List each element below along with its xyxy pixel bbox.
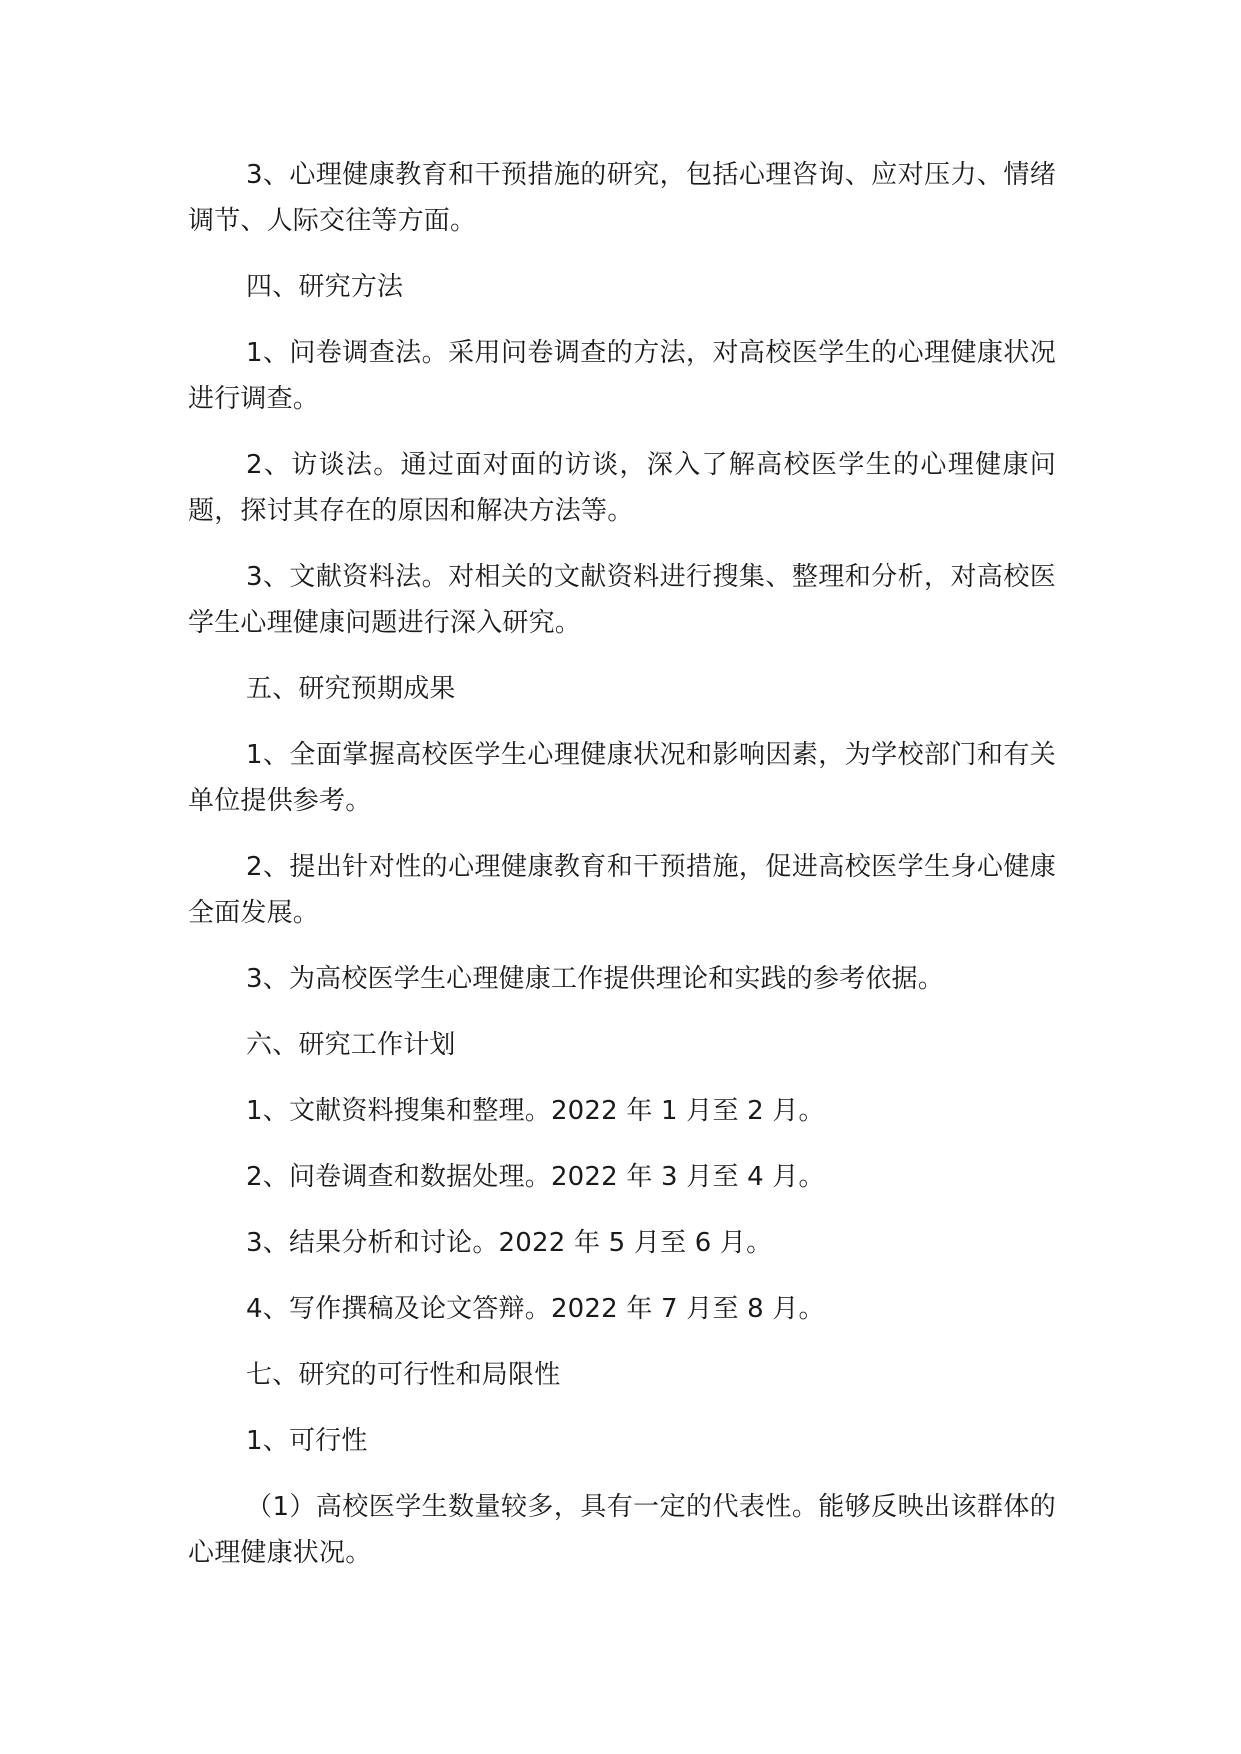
paragraph-intervention-research: 3、心理健康教育和干预措施的研究，包括心理咨询、应对压力、情绪调节、人际交往等方面。	[188, 160, 1056, 236]
paragraph-plan-step-1: 1、文献资料搜集和整理。2022 年 1 月至 2 月。	[246, 1096, 825, 1126]
paragraph-expected-result-3: 3、为高校医学生心理健康工作提供理论和实践的参考依据。	[246, 964, 944, 994]
paragraph-plan-step-3: 3、结果分析和讨论。2022 年 5 月至 6 月。	[246, 1228, 773, 1258]
paragraph-questionnaire-method: 1、问卷调查法。采用问卷调查的方法，对高校医学生的心理健康状况进行调查。	[188, 338, 1056, 414]
heading-research-methods: 四、研究方法	[246, 272, 404, 302]
subheading-feasibility: 1、可行性	[246, 1426, 368, 1456]
paragraph-feasibility-1: （1）高校医学生数量较多，具有一定的代表性。能够反映出该群体的心理健康状况。	[188, 1492, 1056, 1568]
paragraph-expected-result-1: 1、全面掌握高校医学生心理健康状况和影响因素，为学校部门和有关单位提供参考。	[188, 740, 1056, 816]
heading-work-plan: 六、研究工作计划	[246, 1030, 456, 1060]
paragraph-expected-result-2: 2、提出针对性的心理健康教育和干预措施，促进高校医学生身心健康全面发展。	[188, 852, 1056, 928]
heading-feasibility-limitations: 七、研究的可行性和局限性	[246, 1360, 561, 1390]
paragraph-interview-method: 2、访谈法。通过面对面的访谈，深入了解高校医学生的心理健康问题，探讨其存在的原因和解决方法等。	[188, 450, 1056, 526]
paragraph-plan-step-4: 4、写作撰稿及论文答辩。2022 年 7 月至 8 月。	[246, 1294, 825, 1324]
paragraph-literature-method: 3、文献资料法。对相关的文献资料进行搜集、整理和分析，对高校医学生心理健康问题进行深入研究。	[188, 562, 1056, 638]
heading-expected-results: 五、研究预期成果	[246, 674, 456, 704]
paragraph-plan-step-2: 2、问卷调查和数据处理。2022 年 3 月至 4 月。	[246, 1162, 825, 1192]
document-body	[188, 152, 1056, 1596]
